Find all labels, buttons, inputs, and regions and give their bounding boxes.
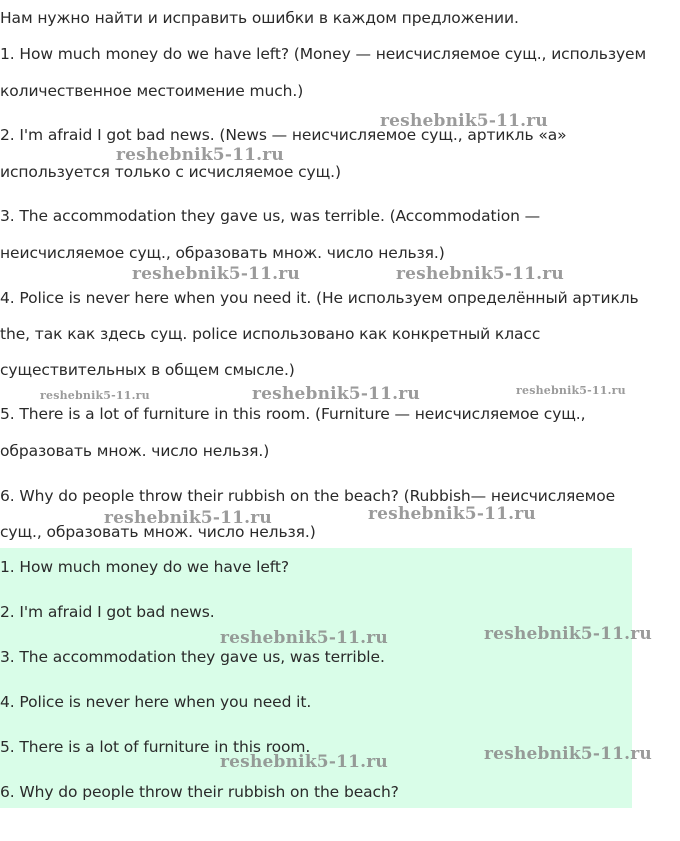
explanation-line: 3. The accommodation they gave us, was terrible. (Accommodation — xyxy=(0,207,541,225)
watermark-text: reshebnik5-11.ru xyxy=(484,744,652,764)
watermark-text: reshebnik5-11.ru xyxy=(40,389,150,402)
explanation-line: образовать множ. число нельзя.) xyxy=(0,442,270,460)
answer-line: 5. There is a lot of furniture in this room. xyxy=(0,738,311,756)
intro-text: Нам нужно найти и исправить ошибки в каждом предложении. xyxy=(0,9,519,27)
explanation-line: 2. I'm afraid I got bad news. (News — неисчисляемое сущ., артикль «a» xyxy=(0,126,567,144)
watermark-text: reshebnik5-11.ru xyxy=(396,264,564,284)
explanation-line: 6. Why do people throw their rubbish on the beach? (Rubbish— неисчисляемое xyxy=(0,487,616,505)
watermark-text: reshebnik5-11.ru xyxy=(220,628,388,648)
watermark-text: reshebnik5-11.ru xyxy=(132,264,300,284)
answer-line: 6. Why do people throw their rubbish on the beach? xyxy=(0,783,399,801)
watermark-text: reshebnik5-11.ru xyxy=(380,111,548,131)
explanation-line: 1. How much money do we have left? (Money — неисчисляемое сущ., используем xyxy=(0,45,647,63)
watermark-text: reshebnik5-11.ru xyxy=(220,752,388,772)
explanation-line: используется только с исчисляемое сущ.) xyxy=(0,163,341,181)
explanation-line: 4. Police is never here when you need it. (Не используем определённый артикль xyxy=(0,289,639,307)
explanation-line: сущ., образовать множ. число нельзя.) xyxy=(0,523,316,541)
explanation-line: количественное местоимение much.) xyxy=(0,82,304,100)
explanation-line: the, так как здесь сущ. police использовано как конкретный класс xyxy=(0,325,541,343)
watermark-text: reshebnik5-11.ru xyxy=(252,384,420,404)
watermark-text: reshebnik5-11.ru xyxy=(116,145,284,165)
explanation-line: неисчисляемое сущ., образовать множ. число нельзя.) xyxy=(0,244,445,262)
answer-line: 3. The accommodation they gave us, was terrible. xyxy=(0,648,385,666)
watermark-text: reshebnik5-11.ru xyxy=(368,504,536,524)
answer-line: 2. I'm afraid I got bad news. xyxy=(0,603,215,621)
watermark-text: reshebnik5-11.ru xyxy=(516,384,626,397)
answer-line: 4. Police is never here when you need it. xyxy=(0,693,312,711)
explanation-line: 5. There is a lot of furniture in this room. (Furniture — неисчисляемое сущ., xyxy=(0,405,586,423)
watermark-text: reshebnik5-11.ru xyxy=(484,624,652,644)
explanation-line: существительных в общем смысле.) xyxy=(0,361,295,379)
watermark-text: reshebnik5-11.ru xyxy=(104,508,272,528)
answer-line: 1. How much money do we have left? xyxy=(0,558,289,576)
